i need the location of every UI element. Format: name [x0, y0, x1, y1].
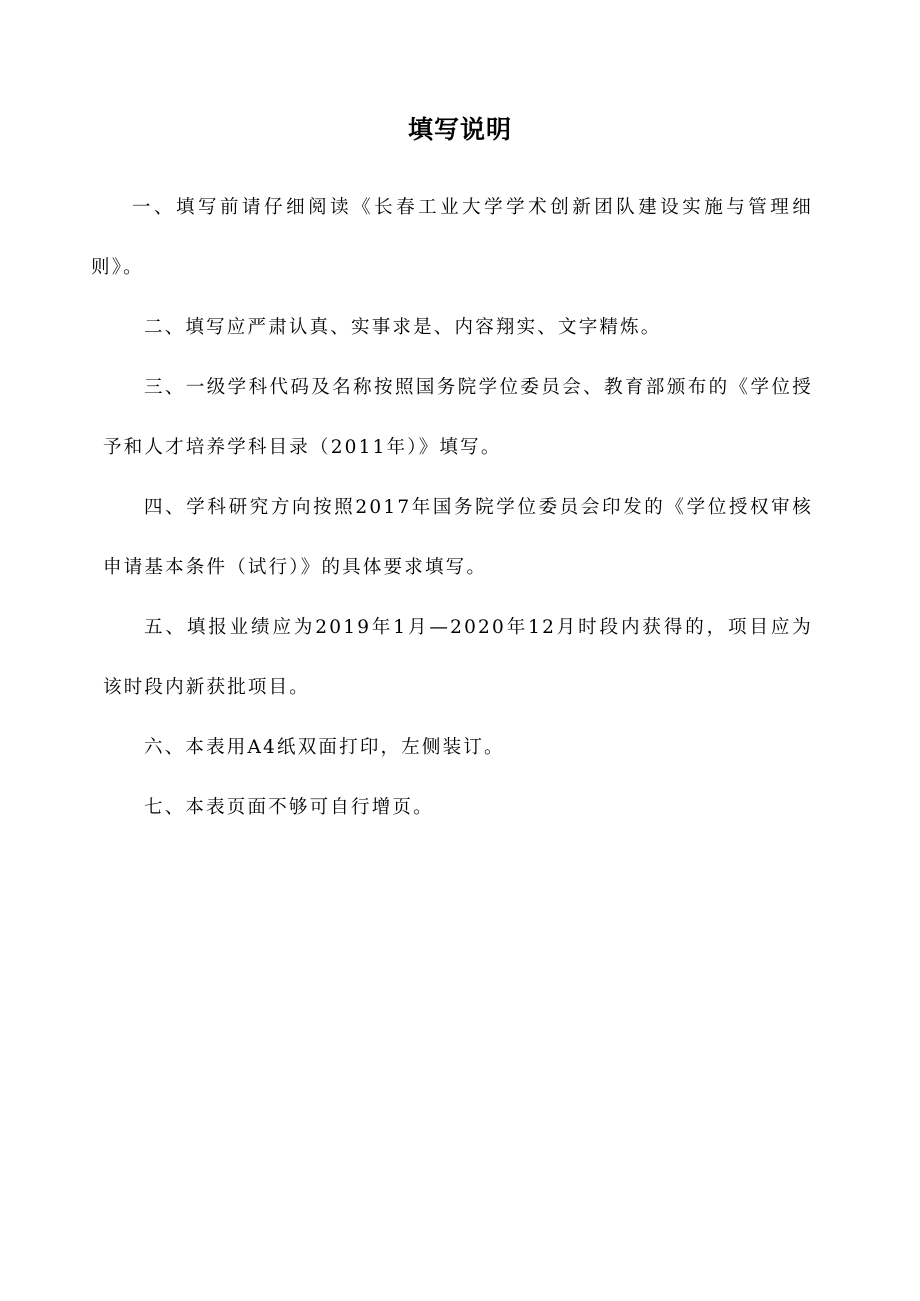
- instruction-item-1: 一、填写前请仔细阅读《长春工业大学学术创新团队建设实施与管理细则》。: [91, 197, 813, 278]
- instruction-list: [91, 178, 813, 838]
- instruction-item-5: 五、填报业绩应为2019年1月—2020年12月时段内获得的，项目应为该时段内新获批项目。: [103, 617, 813, 698]
- instruction-item-3: 三、一级学科代码及名称按照国务院学位委员会、教育部颁布的《学位授予和人才培养学科目录（2011年）》填写。: [103, 377, 813, 458]
- instruction-item-7: 七、本表页面不够可自行增页。: [144, 797, 434, 818]
- instruction-item-6: 六、本表用A4纸双面打印，左侧装订。: [144, 737, 505, 758]
- page-title: 填写说明: [407, 115, 512, 144]
- instruction-item-4: 四、学科研究方向按照2017年国务院学位委员会印发的《学位授权审核申请基本条件（试行）》的具体要求填写。: [103, 497, 813, 578]
- instruction-item-2: 二、填写应严肃认真、实事求是、内容翔实、文字精炼。: [144, 317, 662, 338]
